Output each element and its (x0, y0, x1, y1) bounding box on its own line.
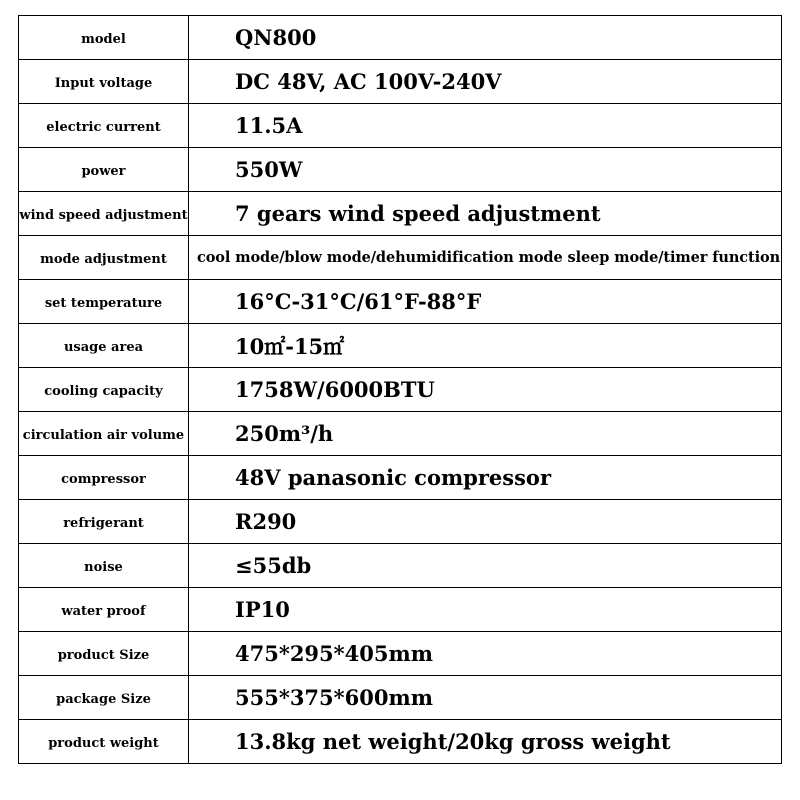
spec-value: QN800 (189, 16, 782, 60)
spec-label: refrigerant (19, 500, 189, 544)
spec-row-refrigerant (19, 500, 782, 544)
spec-label: product weight (19, 720, 189, 764)
spec-row-set-temperature (19, 280, 782, 324)
spec-row-input-voltage (19, 60, 782, 104)
spec-value: 10㎡-15㎡ (189, 324, 782, 368)
spec-value: 475*295*405mm (189, 632, 782, 676)
spec-label: product Size (19, 632, 189, 676)
spec-value: ≤55db (189, 544, 782, 588)
spec-label: model (19, 16, 189, 60)
spec-row-noise (19, 544, 782, 588)
spec-label: mode adjustment (19, 236, 189, 280)
spec-value: 11.5A (189, 104, 782, 148)
spec-label: noise (19, 544, 189, 588)
spec-row-wind-speed (19, 192, 782, 236)
spec-label: cooling capacity (19, 368, 189, 412)
spec-value: 250m³/h (189, 412, 782, 456)
spec-value: 7 gears wind speed adjustment (189, 192, 782, 236)
spec-label: set temperature (19, 280, 189, 324)
spec-row-mode-adjustment (19, 236, 782, 280)
spec-value: 555*375*600mm (189, 676, 782, 720)
spec-label: compressor (19, 456, 189, 500)
spec-label: package Size (19, 676, 189, 720)
spec-label: wind speed adjustment (19, 192, 189, 236)
spec-row-product-weight (19, 720, 782, 764)
spec-label: water proof (19, 588, 189, 632)
spec-value: 48V panasonic compressor (189, 456, 782, 500)
spec-value: IP10 (189, 588, 782, 632)
spec-row-product-size (19, 632, 782, 676)
spec-row-model (19, 16, 782, 60)
spec-row-package-size (19, 676, 782, 720)
spec-row-power (19, 148, 782, 192)
spec-table (18, 15, 782, 764)
spec-label: power (19, 148, 189, 192)
spec-value: 1758W/6000BTU (189, 368, 782, 412)
spec-row-electric-current (19, 104, 782, 148)
spec-row-air-volume (19, 412, 782, 456)
spec-label: circulation air volume (19, 412, 189, 456)
spec-row-usage-area (19, 324, 782, 368)
spec-value: DC 48V, AC 100V-240V (189, 60, 782, 104)
spec-value: 16°C-31°C/61°F-88°F (189, 280, 782, 324)
spec-row-compressor (19, 456, 782, 500)
spec-label: usage area (19, 324, 189, 368)
spec-label: electric current (19, 104, 189, 148)
spec-value: 550W (189, 148, 782, 192)
spec-value: 13.8kg net weight/20kg gross weight (189, 720, 782, 764)
spec-value: cool mode/blow mode/dehumidification mode sleep mode/timer function (189, 236, 782, 280)
spec-label: Input voltage (19, 60, 189, 104)
spec-row-cooling-capacity (19, 368, 782, 412)
spec-row-water-proof (19, 588, 782, 632)
spec-value: R290 (189, 500, 782, 544)
